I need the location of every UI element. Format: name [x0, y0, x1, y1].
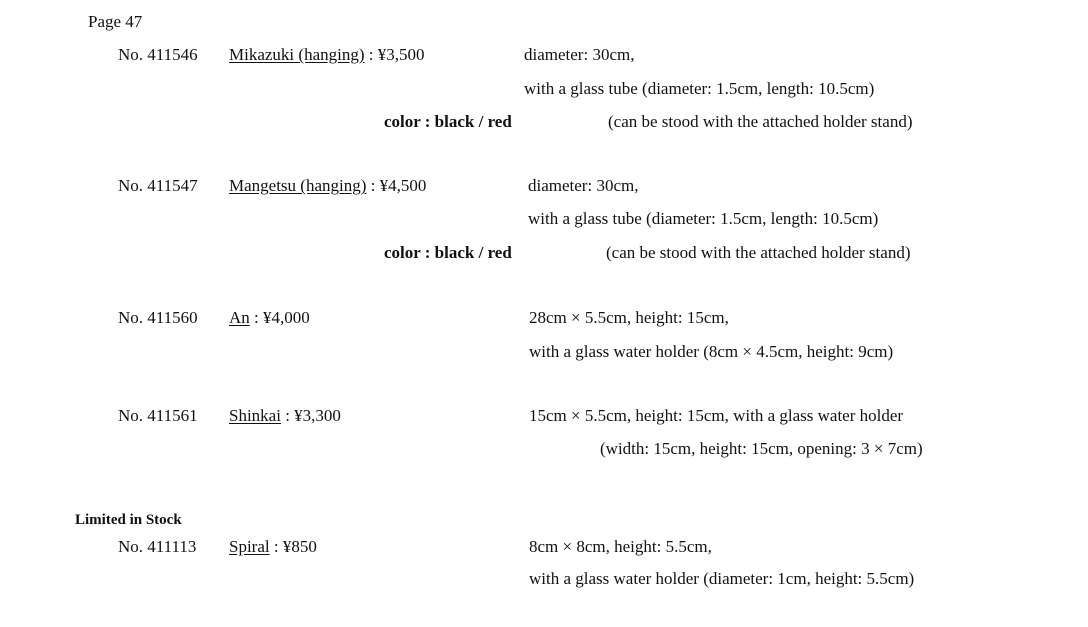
item-name: Mikazuki (hanging): [229, 45, 365, 64]
item-number: No. 411113: [118, 537, 197, 556]
item-detail: with a glass tube (diameter: 1.5cm, length: 10.5cm): [528, 209, 879, 228]
item-detail: with a glass water holder (8cm × 4.5cm, height: 9cm): [529, 342, 894, 361]
item-detail: 8cm × 8cm, height: 5.5cm,: [529, 537, 712, 556]
item-detail: diameter: 30cm,: [528, 176, 639, 195]
item-name: Spiral: [229, 537, 270, 556]
page-label: Page 47: [88, 12, 143, 31]
item-name: Shinkai: [229, 406, 281, 425]
item-title: [229, 308, 310, 328]
item-title: [229, 45, 424, 65]
item-number: No. 411560: [118, 308, 198, 327]
item-detail: diameter: 30cm,: [524, 45, 635, 64]
item-title: [229, 406, 341, 426]
item-price: : ¥3,300: [280, 406, 341, 425]
item-number: No. 411561: [118, 406, 198, 425]
item-note: (can be stood with the attached holder stand): [606, 243, 911, 262]
item-color: color : black / red: [384, 112, 512, 131]
item-title: [229, 176, 426, 196]
item-name: An: [229, 308, 250, 327]
item-number: No. 411547: [118, 176, 198, 195]
item-note: (can be stood with the attached holder stand): [608, 112, 913, 131]
item-detail: with a glass tube (diameter: 1.5cm, length: 10.5cm): [524, 79, 875, 98]
item-number: No. 411546: [118, 45, 198, 64]
item-name: Mangetsu (hanging): [229, 176, 367, 195]
item-price: : ¥3,500: [364, 45, 425, 64]
item-price: : ¥850: [269, 537, 317, 556]
item-color: color : black / red: [384, 243, 512, 262]
item-price: : ¥4,500: [366, 176, 427, 195]
item-price: : ¥4,000: [249, 308, 310, 327]
item-detail: 15cm × 5.5cm, height: 15cm, with a glass water holder: [529, 406, 904, 425]
item-detail: with a glass water holder (diameter: 1cm, height: 5.5cm): [529, 569, 915, 588]
section-title: Limited in Stock: [75, 512, 182, 528]
item-detail: 28cm × 5.5cm, height: 15cm,: [529, 308, 729, 327]
item-title: [229, 537, 317, 557]
item-detail: (width: 15cm, height: 15cm, opening: 3 × 7cm): [600, 439, 923, 458]
